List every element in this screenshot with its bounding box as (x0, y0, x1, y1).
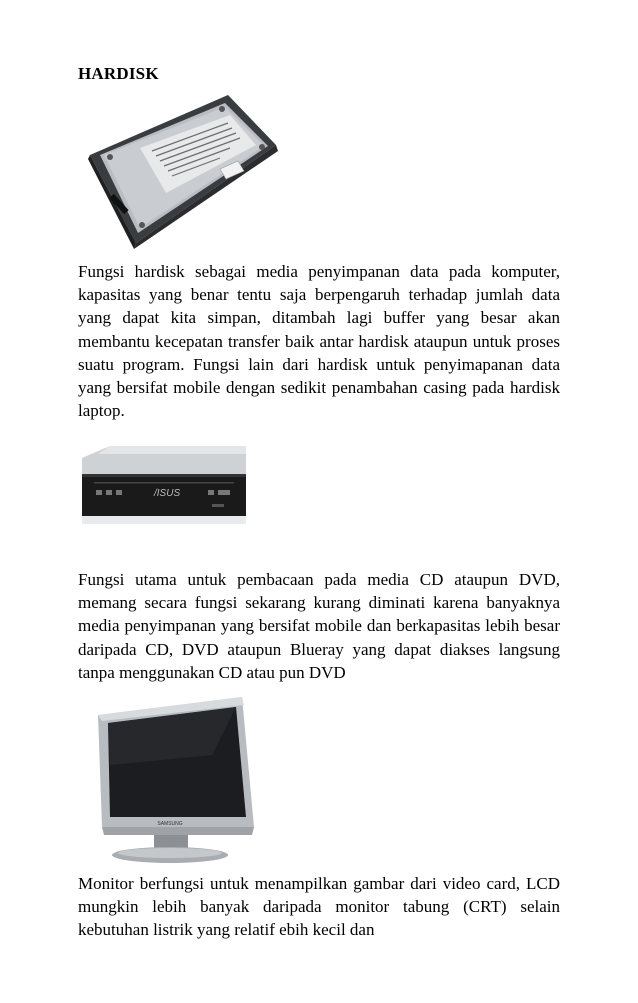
monitor-image (92, 695, 256, 865)
dvd-drive-description: Fungsi utama untuk pembacaan pada media CD ataupun DVD, memang secara fungsi sekarang kurang diminati karena banyaknya media penyimpanan yang bersifat mobile dan berkapasitas lebih besar daripada CD, DVD ataupun Blueray yang dapat diakses langsung tanpa menggunakan CD atau pun DVD (78, 570, 560, 682)
section-heading-hardisk: HARDISK (78, 64, 159, 83)
hardisk-description: Fungsi hardisk sebagai media penyimpanan data pada komputer, kapasitas yang benar tentu saja berpengaruh terhadap jumlah data yang dapat kita simpan, ditambah lagi buffer yang besar akan membantu kecepatan transfer baik antar hardisk ataupun untuk proses suatu program. Fungsi lain dari hardisk untuk penyimapanan data yang bersifat mobile dengan sedikit penambahan casing pada hardisk laptop. (78, 262, 560, 421)
monitor-description: Monitor berfungsi untuk menampilkan gambar dari video card, LCD mungkin lebih banyak daripada monitor tabung (CRT) selain kebutuhan listrik yang relatif ebih kecil dan (78, 874, 560, 940)
monitor-brand-logo: SAMSUNG (157, 821, 183, 827)
dvd-brand-logo: /ISUS (154, 488, 181, 499)
dvd-drive-image (80, 444, 248, 528)
hardisk-image (80, 93, 280, 253)
